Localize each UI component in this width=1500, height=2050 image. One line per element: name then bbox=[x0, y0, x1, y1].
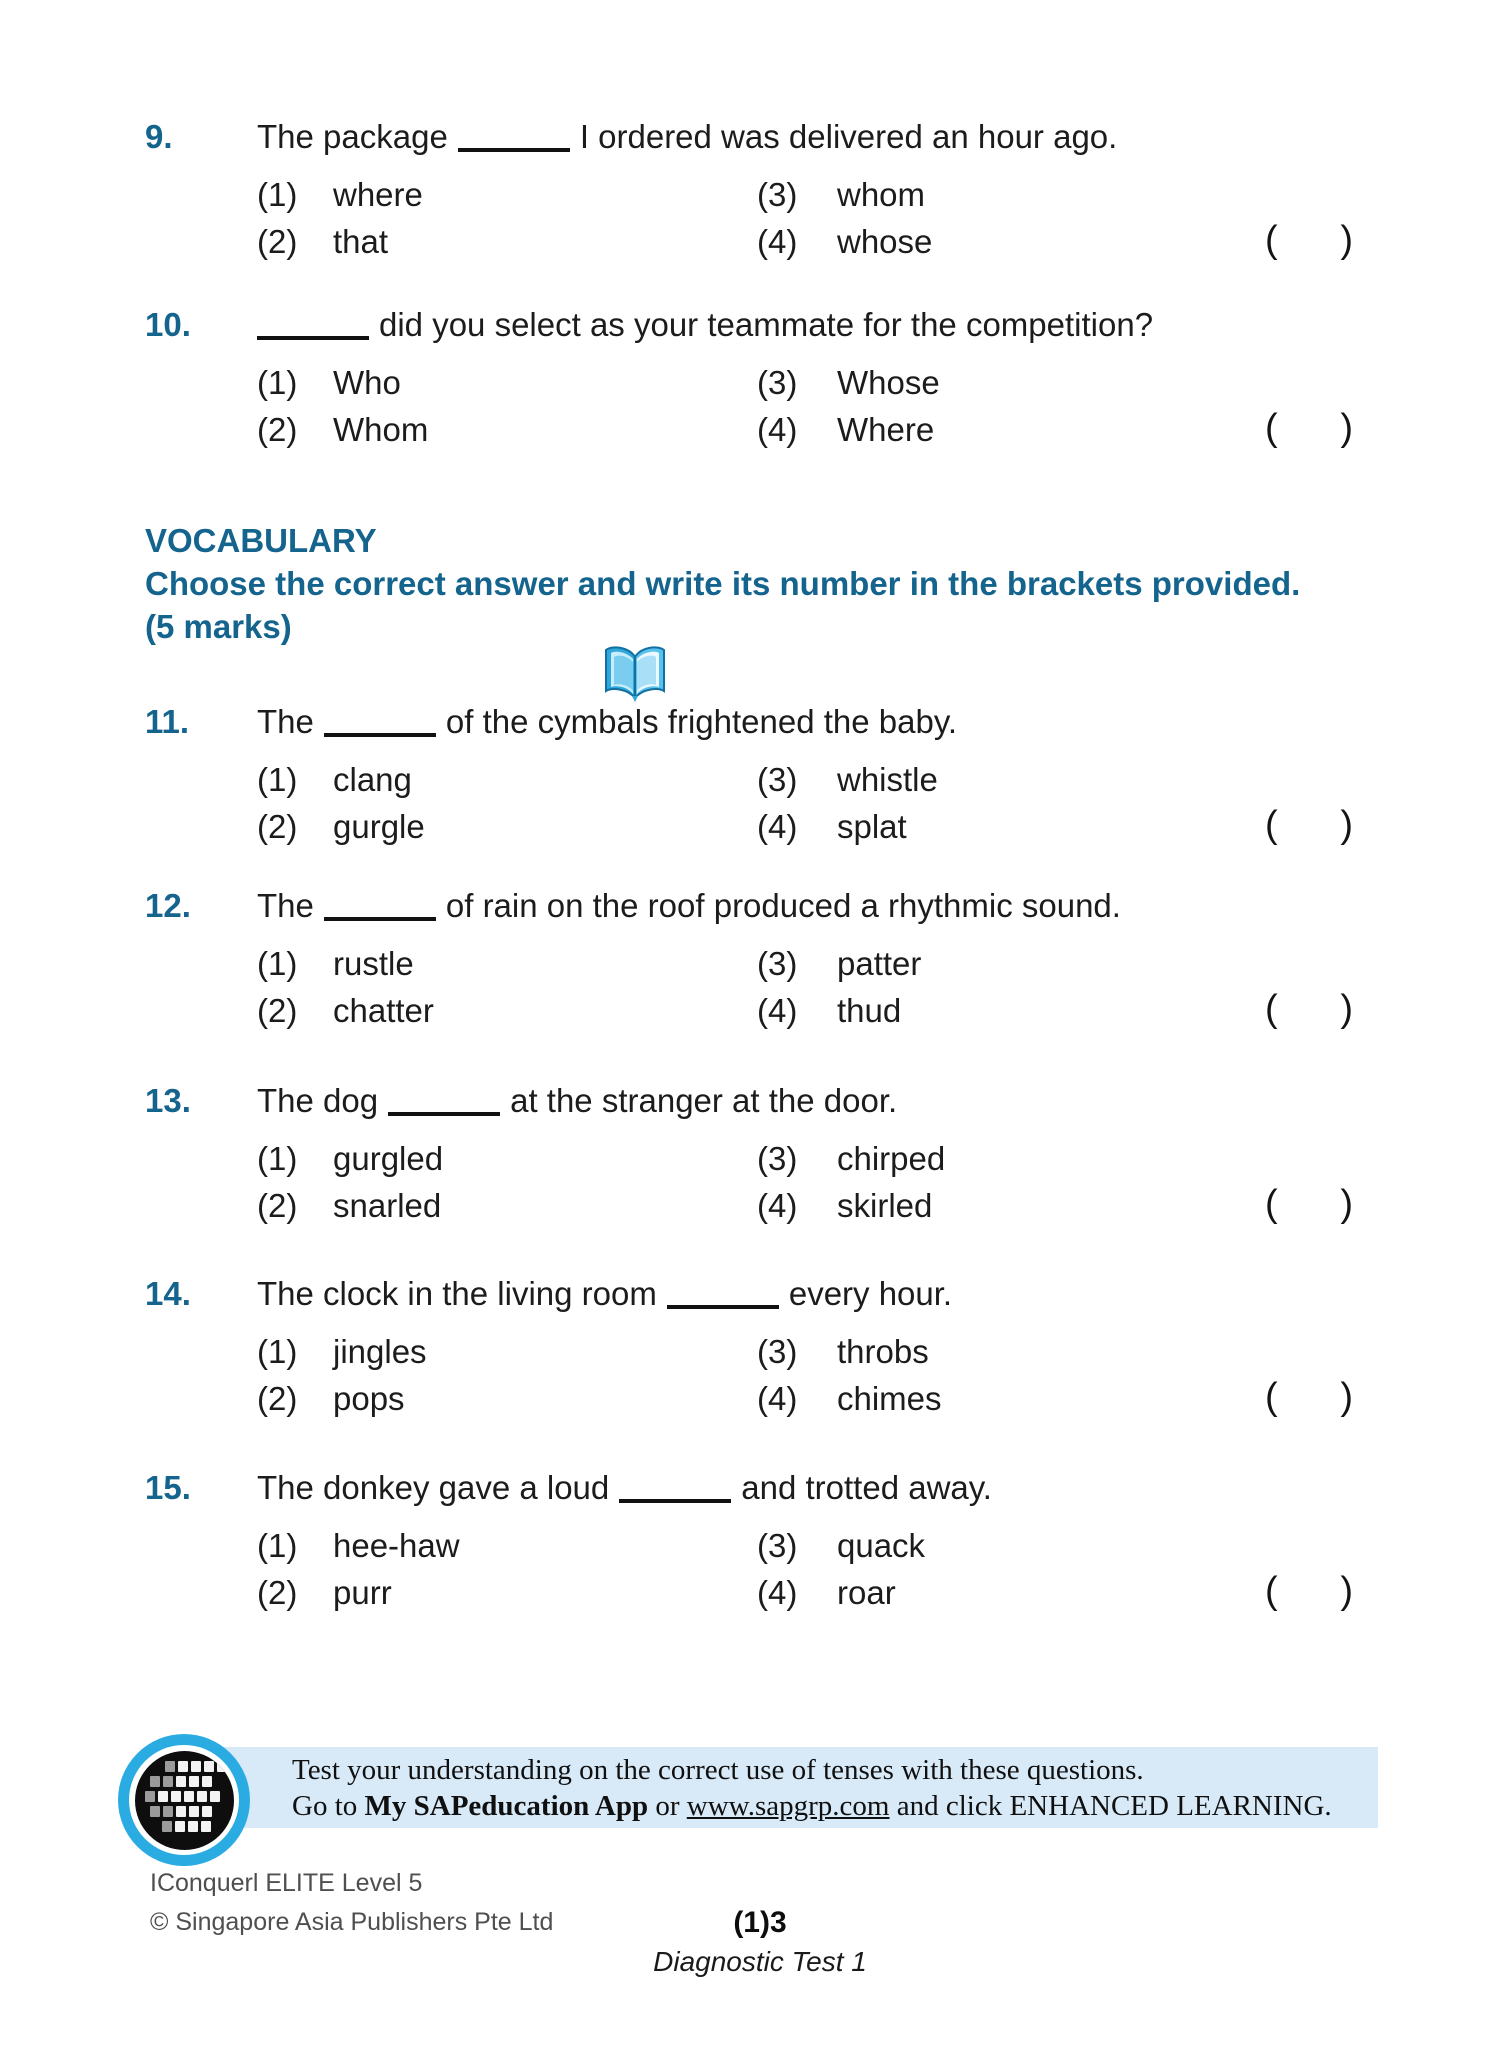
question-11 bbox=[0, 701, 1500, 861]
option-text: chimes bbox=[837, 1380, 942, 1417]
question-number: 10. bbox=[145, 306, 191, 343]
option-number: (3) bbox=[757, 364, 798, 401]
option-row bbox=[257, 1331, 1500, 1373]
option-number: (1) bbox=[257, 1527, 298, 1564]
option-number: (3) bbox=[757, 945, 798, 982]
option-number: (4) bbox=[757, 411, 798, 448]
option-number: (3) bbox=[757, 1333, 798, 1370]
option-row bbox=[257, 1378, 1500, 1420]
question-number: 11. bbox=[145, 703, 190, 740]
option-text: chatter bbox=[333, 992, 434, 1029]
option-number: (2) bbox=[257, 808, 298, 845]
option-number: (3) bbox=[757, 176, 798, 213]
answer-blank bbox=[667, 1305, 779, 1309]
option-row bbox=[257, 806, 1500, 848]
sap-logo bbox=[118, 1734, 250, 1866]
option-row bbox=[257, 409, 1500, 451]
answer-brackets: ( ) bbox=[1265, 407, 1353, 449]
option-text: thud bbox=[837, 992, 902, 1029]
question-number: 9. bbox=[145, 118, 173, 155]
option-text: chirped bbox=[837, 1140, 946, 1177]
option-row bbox=[257, 221, 1500, 263]
answer-brackets: ( ) bbox=[1265, 804, 1353, 846]
answer-blank bbox=[324, 917, 436, 921]
option-text: Who bbox=[333, 364, 401, 401]
option-number: (2) bbox=[257, 411, 298, 448]
option-number: (2) bbox=[257, 992, 298, 1029]
option-text: roar bbox=[837, 1574, 896, 1611]
question-12 bbox=[0, 885, 1500, 1045]
answer-blank bbox=[257, 336, 369, 340]
option-row bbox=[257, 1138, 1500, 1180]
option-number: (2) bbox=[257, 1187, 298, 1224]
app-name: My SAPeducation App bbox=[364, 1790, 649, 1822]
logo-pattern bbox=[135, 1751, 234, 1850]
question-15 bbox=[0, 1467, 1500, 1627]
answer-brackets: ( ) bbox=[1265, 1570, 1353, 1612]
option-number: (1) bbox=[257, 945, 298, 982]
option-number: (3) bbox=[757, 761, 798, 798]
answer-blank bbox=[324, 733, 436, 737]
option-text: Whom bbox=[333, 411, 429, 448]
info-line-1: Test your understanding on the correct use of tenses with these questions. bbox=[292, 1754, 1144, 1786]
question-text: The of rain on the roof produced a rhythmic sound. bbox=[257, 887, 1121, 924]
section-title: VOCABULARY bbox=[145, 522, 377, 559]
answer-blank bbox=[458, 148, 570, 152]
info-line-2: Go to My SAPeducation App or www.sapgrp.com and click ENHANCED LEARNING. bbox=[292, 1790, 1332, 1822]
option-text: gurgled bbox=[333, 1140, 444, 1177]
question-number: 12. bbox=[145, 887, 191, 924]
option-number: (1) bbox=[257, 364, 298, 401]
option-text: where bbox=[333, 176, 423, 213]
option-number: (1) bbox=[257, 176, 298, 213]
answer-brackets: ( ) bbox=[1265, 1376, 1353, 1418]
option-number: (1) bbox=[257, 761, 298, 798]
option-text: purr bbox=[333, 1574, 392, 1611]
question-number: 13. bbox=[145, 1082, 191, 1119]
copyright-notice: © Singapore Asia Publishers Pte Ltd bbox=[150, 1908, 554, 1936]
open-book-icon bbox=[602, 644, 668, 706]
answer-blank bbox=[388, 1112, 500, 1116]
option-text: hee-haw bbox=[333, 1527, 460, 1564]
option-text: gurgle bbox=[333, 808, 425, 845]
option-number: (2) bbox=[257, 1574, 298, 1611]
enhanced-learning-info-box bbox=[190, 1747, 1378, 1828]
option-text: splat bbox=[837, 808, 907, 845]
option-text: Whose bbox=[837, 364, 940, 401]
option-number: (1) bbox=[257, 1333, 298, 1370]
option-number: (3) bbox=[757, 1527, 798, 1564]
option-number: (4) bbox=[757, 992, 798, 1029]
question-number: 15. bbox=[145, 1469, 191, 1506]
option-row bbox=[257, 990, 1500, 1032]
page-number: (1)3 bbox=[733, 1906, 787, 1939]
option-number: (4) bbox=[757, 1380, 798, 1417]
option-number: (2) bbox=[257, 1380, 298, 1417]
logo-white-ring bbox=[129, 1745, 239, 1855]
section-instructions: Choose the correct answer and write its number in the brackets provided. bbox=[145, 565, 1301, 602]
question-14 bbox=[0, 1273, 1500, 1433]
option-row bbox=[257, 362, 1500, 404]
option-text: quack bbox=[837, 1527, 926, 1564]
option-row bbox=[257, 1185, 1500, 1227]
question-number: 14. bbox=[145, 1275, 191, 1312]
option-text: skirled bbox=[837, 1187, 933, 1224]
option-text: whose bbox=[837, 223, 933, 260]
option-text: patter bbox=[837, 945, 922, 982]
question-text: The donkey gave a loud and trotted away. bbox=[257, 1469, 992, 1506]
option-row bbox=[257, 174, 1500, 216]
option-text: that bbox=[333, 223, 389, 260]
option-text: throbs bbox=[837, 1333, 929, 1370]
answer-brackets: ( ) bbox=[1265, 988, 1353, 1030]
option-number: (3) bbox=[757, 1140, 798, 1177]
answer-brackets: ( ) bbox=[1265, 219, 1353, 261]
question-13 bbox=[0, 1080, 1500, 1240]
question-9 bbox=[0, 116, 1500, 276]
option-text: Where bbox=[837, 411, 935, 448]
option-text: jingles bbox=[333, 1333, 427, 1370]
option-number: (4) bbox=[757, 1574, 798, 1611]
section-header bbox=[145, 519, 1300, 648]
option-text: rustle bbox=[333, 945, 414, 982]
series-title: IConquerl ELITE Level 5 bbox=[150, 1869, 423, 1897]
question-text: The dog at the stranger at the door. bbox=[257, 1082, 898, 1119]
option-text: pops bbox=[333, 1380, 405, 1417]
option-row bbox=[257, 759, 1500, 801]
option-number: (4) bbox=[757, 223, 798, 260]
option-text: whistle bbox=[837, 761, 938, 798]
question-10 bbox=[0, 304, 1500, 464]
option-row bbox=[257, 943, 1500, 985]
question-text: The package I ordered was delivered an hour ago. bbox=[257, 118, 1118, 155]
option-row bbox=[257, 1572, 1500, 1614]
question-text: The of the cymbals frightened the baby. bbox=[257, 703, 958, 740]
section-marks: (5 marks) bbox=[145, 608, 292, 645]
option-number: (2) bbox=[257, 223, 298, 260]
answer-blank bbox=[619, 1499, 731, 1503]
footer-center bbox=[10, 1906, 1500, 1979]
website-url: www.sapgrp.com bbox=[686, 1790, 890, 1822]
answer-brackets: ( ) bbox=[1265, 1183, 1353, 1225]
test-name: Diagnostic Test 1 bbox=[653, 1946, 867, 1977]
option-text: clang bbox=[333, 761, 412, 798]
option-text: whom bbox=[837, 176, 926, 213]
option-number: (4) bbox=[757, 1187, 798, 1224]
question-text: did you select as your teammate for the competition? bbox=[257, 304, 1153, 346]
option-text: snarled bbox=[333, 1187, 442, 1224]
option-number: (1) bbox=[257, 1140, 298, 1177]
option-number: (4) bbox=[757, 808, 798, 845]
question-text: The clock in the living room every hour. bbox=[257, 1275, 953, 1312]
option-row bbox=[257, 1525, 1500, 1567]
